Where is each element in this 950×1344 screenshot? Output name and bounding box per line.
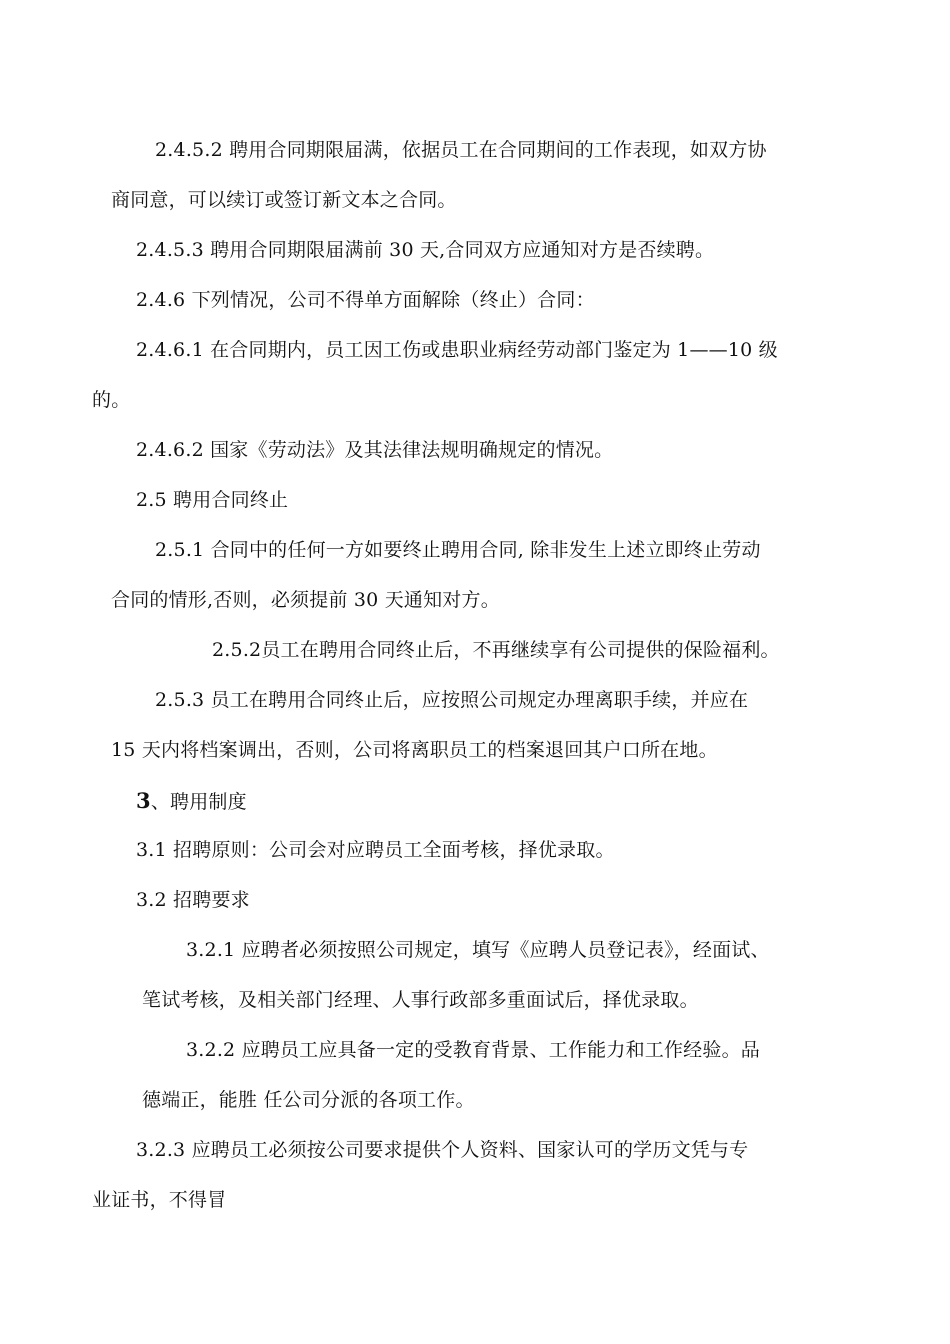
paragraph-3-2-2-line-2: 德端正，能胜 任公司分派的各项工作。 bbox=[142, 1089, 475, 1111]
paragraph-3-2-1-line-2: 笔试考核，及相关部门经理、人事行政部多重面试后，择优录取。 bbox=[142, 989, 699, 1011]
paragraph-2-5-1-line-1: 2.5.1 合同中的任何一方如要终止聘用合同, 除非发生上述立即终止劳动 bbox=[155, 539, 761, 561]
paragraph-2-5-2: 2.5.2员工在聘用合同终止后，不再继续享有公司提供的保险福利。 bbox=[212, 639, 780, 661]
paragraph-2-5-1-line-2: 合同的情形,否则，必须提前 30 天通知对方。 bbox=[111, 589, 500, 611]
paragraph-2-4-6-1-line-2: 的。 bbox=[92, 389, 131, 411]
paragraph-2-5-3-line-1: 2.5.3 员工在聘用合同终止后，应按照公司规定办理离职手续，并应在 bbox=[155, 689, 749, 711]
paragraph-2-4-5-2-line-2: 商同意，可以续订或签订新文本之合同。 bbox=[111, 189, 457, 211]
paragraph-2-4-6: 2.4.6 下列情况，公司不得单方面解除（终止）合同： bbox=[136, 289, 595, 311]
paragraph-2-4-6-1-line-1: 2.4.6.1 在合同期内，员工因工伤或患职业病经劳动部门鉴定为 1——10 级 bbox=[136, 339, 778, 361]
paragraph-3-2-3-line-2: 业证书，不得冒 bbox=[92, 1189, 227, 1211]
paragraph-2-4-6-2: 2.4.6.2 国家《劳动法》及其法律法规明确规定的情况。 bbox=[136, 439, 614, 461]
paragraph-3-1: 3.1 招聘原则：公司会对应聘员工全面考核，择优录取。 bbox=[136, 839, 615, 861]
section-number: 3 bbox=[136, 788, 151, 813]
paragraph-3-2-2-line-1: 3.2.2 应聘员工应具备一定的受教育背景、工作能力和工作经验。品 bbox=[186, 1039, 760, 1061]
paragraph-3-2-3-line-1: 3.2.3 应聘员工必须按公司要求提供个人资料、国家认可的学历文凭与专 bbox=[136, 1139, 749, 1161]
paragraph-2-5-3-line-2: 15 天内将档案调出，否则，公司将离职员工的档案退回其户口所在地。 bbox=[111, 739, 718, 761]
heading-section-3 bbox=[136, 790, 247, 812]
paragraph-3-2-1-line-1: 3.2.1 应聘者必须按照公司规定，填写《应聘人员登记表》，经面试、 bbox=[186, 939, 770, 961]
heading-2-5: 2.5 聘用合同终止 bbox=[136, 489, 289, 511]
section-title: 、聘用制度 bbox=[150, 791, 247, 813]
paragraph-2-4-5-3: 2.4.5.3 聘用合同期限届满前 30 天,合同双方应通知对方是否续聘。 bbox=[136, 239, 715, 261]
heading-3-2: 3.2 招聘要求 bbox=[136, 889, 250, 911]
paragraph-2-4-5-2-line-1: 2.4.5.2 聘用合同期限届满，依据员工在合同期间的工作表现，如双方协 bbox=[155, 139, 767, 161]
